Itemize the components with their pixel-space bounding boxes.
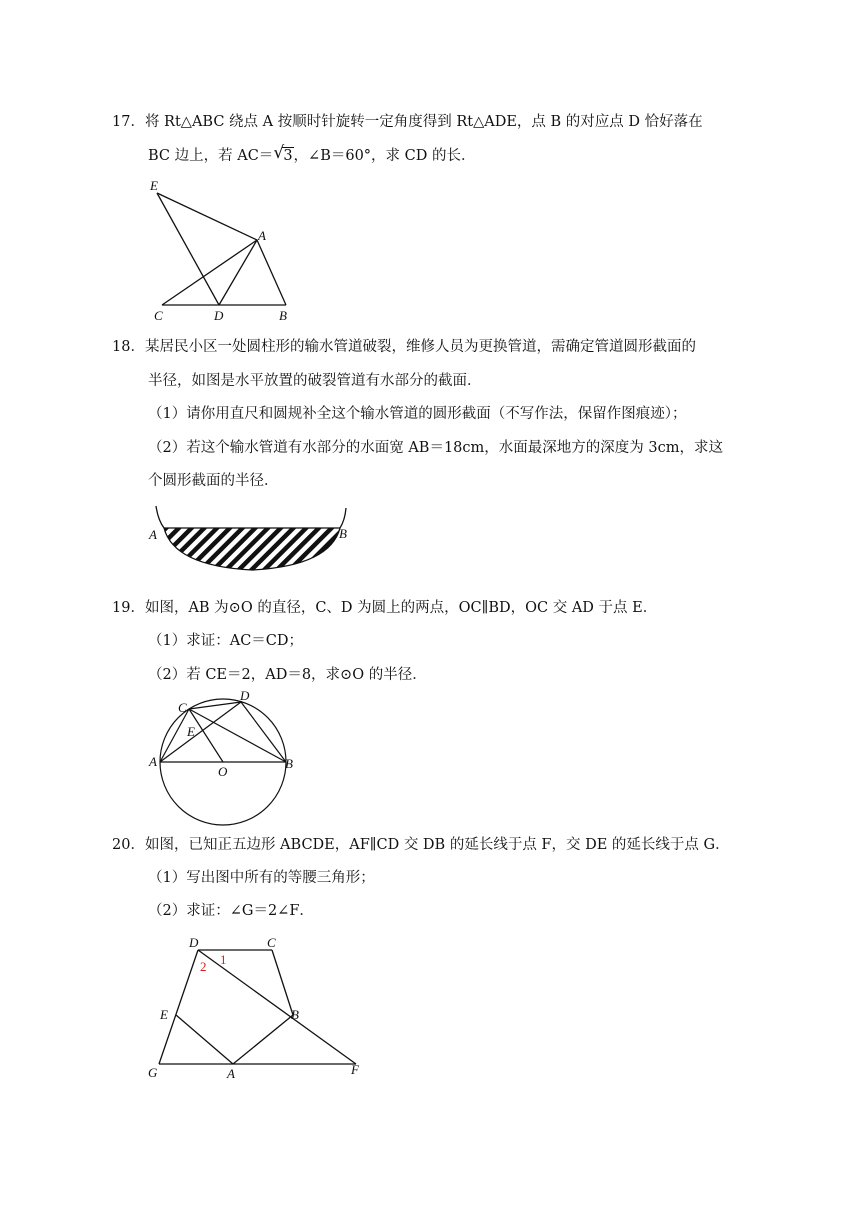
- q20-part2: （2）求证：∠G＝2∠F．: [148, 903, 314, 919]
- q17-segment-ad: [219, 240, 257, 305]
- q20-text-line1: 20．如图，已知正五边形 ABCDE，AF∥CD 交 DB 的延长线于点 F，交 DE 的延长线于点 G．: [112, 837, 730, 853]
- q20-label-c: C: [267, 935, 276, 950]
- q20-label-a: A: [227, 1066, 235, 1078]
- q17-label-d: D: [214, 308, 224, 323]
- q19-part2: （2）若 CE＝2，AD＝8，求⊙O 的半径．: [148, 667, 427, 683]
- q18-label-a: A: [149, 527, 157, 542]
- q19-label-a: A: [149, 754, 157, 769]
- q19-label-o: O: [218, 764, 228, 779]
- q17-label-c: C: [154, 308, 163, 323]
- q19-label-c: C: [178, 700, 187, 715]
- q20-segment-ab: [233, 1015, 293, 1064]
- q17-text-line1: 17．将 Rt△ABC 绕点 A 按顺时针旋转一定角度得到 Rt△ADE，点 B 的对应点 D 恰好落在: [112, 114, 703, 130]
- q19-segment-ad: [160, 702, 241, 762]
- q18-text-line1: 18．某居民小区一处圆柱形的输水管道破裂，维修人员为更换管道，需确定管道圆形截面的: [112, 339, 696, 355]
- q17-segment-ab: [257, 240, 286, 305]
- q17-figure: [140, 176, 300, 324]
- q19-label-b: B: [285, 756, 293, 771]
- sqrt-symbol: √ 3: [273, 143, 293, 164]
- q17-label-b: B: [279, 308, 287, 323]
- q20-angle-label-1: 1: [220, 952, 227, 967]
- q20-label-f: F: [351, 1062, 359, 1077]
- q20-pentagon-figure: [140, 928, 372, 1078]
- q20-label-b: B: [291, 1007, 299, 1022]
- q19-segment-ac: [160, 709, 189, 762]
- q19-circle-figure: [144, 688, 304, 830]
- q17-segment-ac: [162, 240, 257, 305]
- q19-segment-bd: [241, 702, 286, 762]
- q17-segment-ea: [157, 193, 257, 240]
- q17-segment-ed: [157, 193, 219, 305]
- q18-part2-line1: （2）若这个输水管道有水部分的水面宽 AB＝18cm，水面最深地方的深度为 3cm，求这: [148, 440, 723, 456]
- q17-label-a: A: [258, 228, 266, 243]
- q18-pipe-figure: [140, 500, 360, 580]
- q20-label-d: D: [189, 935, 199, 950]
- q18-part1: （1）请你用直尺和圆规补全这个输水管道的圆形截面（不写作法，保留作图痕迹）；: [148, 406, 687, 422]
- q18-text-line2: 半径，如图是水平放置的破裂管道有水部分的截面．: [148, 373, 482, 389]
- q17-sqrt-value: 3: [283, 148, 293, 164]
- q20-label-g: G: [148, 1065, 158, 1078]
- q17-text-line2a: BC 边上，若 AC＝: [148, 148, 274, 164]
- q17-text-line2b: ，∠B＝60°，求 CD 的长．: [293, 148, 476, 164]
- q19-segment-bc: [189, 709, 286, 762]
- q18-water-hatch: [140, 500, 360, 580]
- q19-part1: （1）求证：AC＝CD；: [148, 633, 304, 649]
- q20-angle-label-2: 2: [200, 959, 207, 974]
- q17-text-line2: [148, 143, 476, 166]
- q20-label-e: E: [160, 1007, 168, 1022]
- q18-label-b: B: [339, 526, 347, 541]
- q19-label-e: E: [187, 724, 195, 739]
- q20-part1: （1）写出图中所有的等腰三角形；: [148, 870, 375, 886]
- q18-part2-line2: 个圆形截面的半径．: [148, 473, 279, 489]
- q19-text-line1: 19．如图，AB 为⊙O 的直径，C、D 为圆上的两点，OC∥BD，OC 交 AD 于点 E．: [112, 600, 658, 616]
- q17-label-e: E: [150, 178, 158, 193]
- q19-label-d: D: [240, 688, 250, 703]
- q20-segment-ea: [176, 1015, 233, 1064]
